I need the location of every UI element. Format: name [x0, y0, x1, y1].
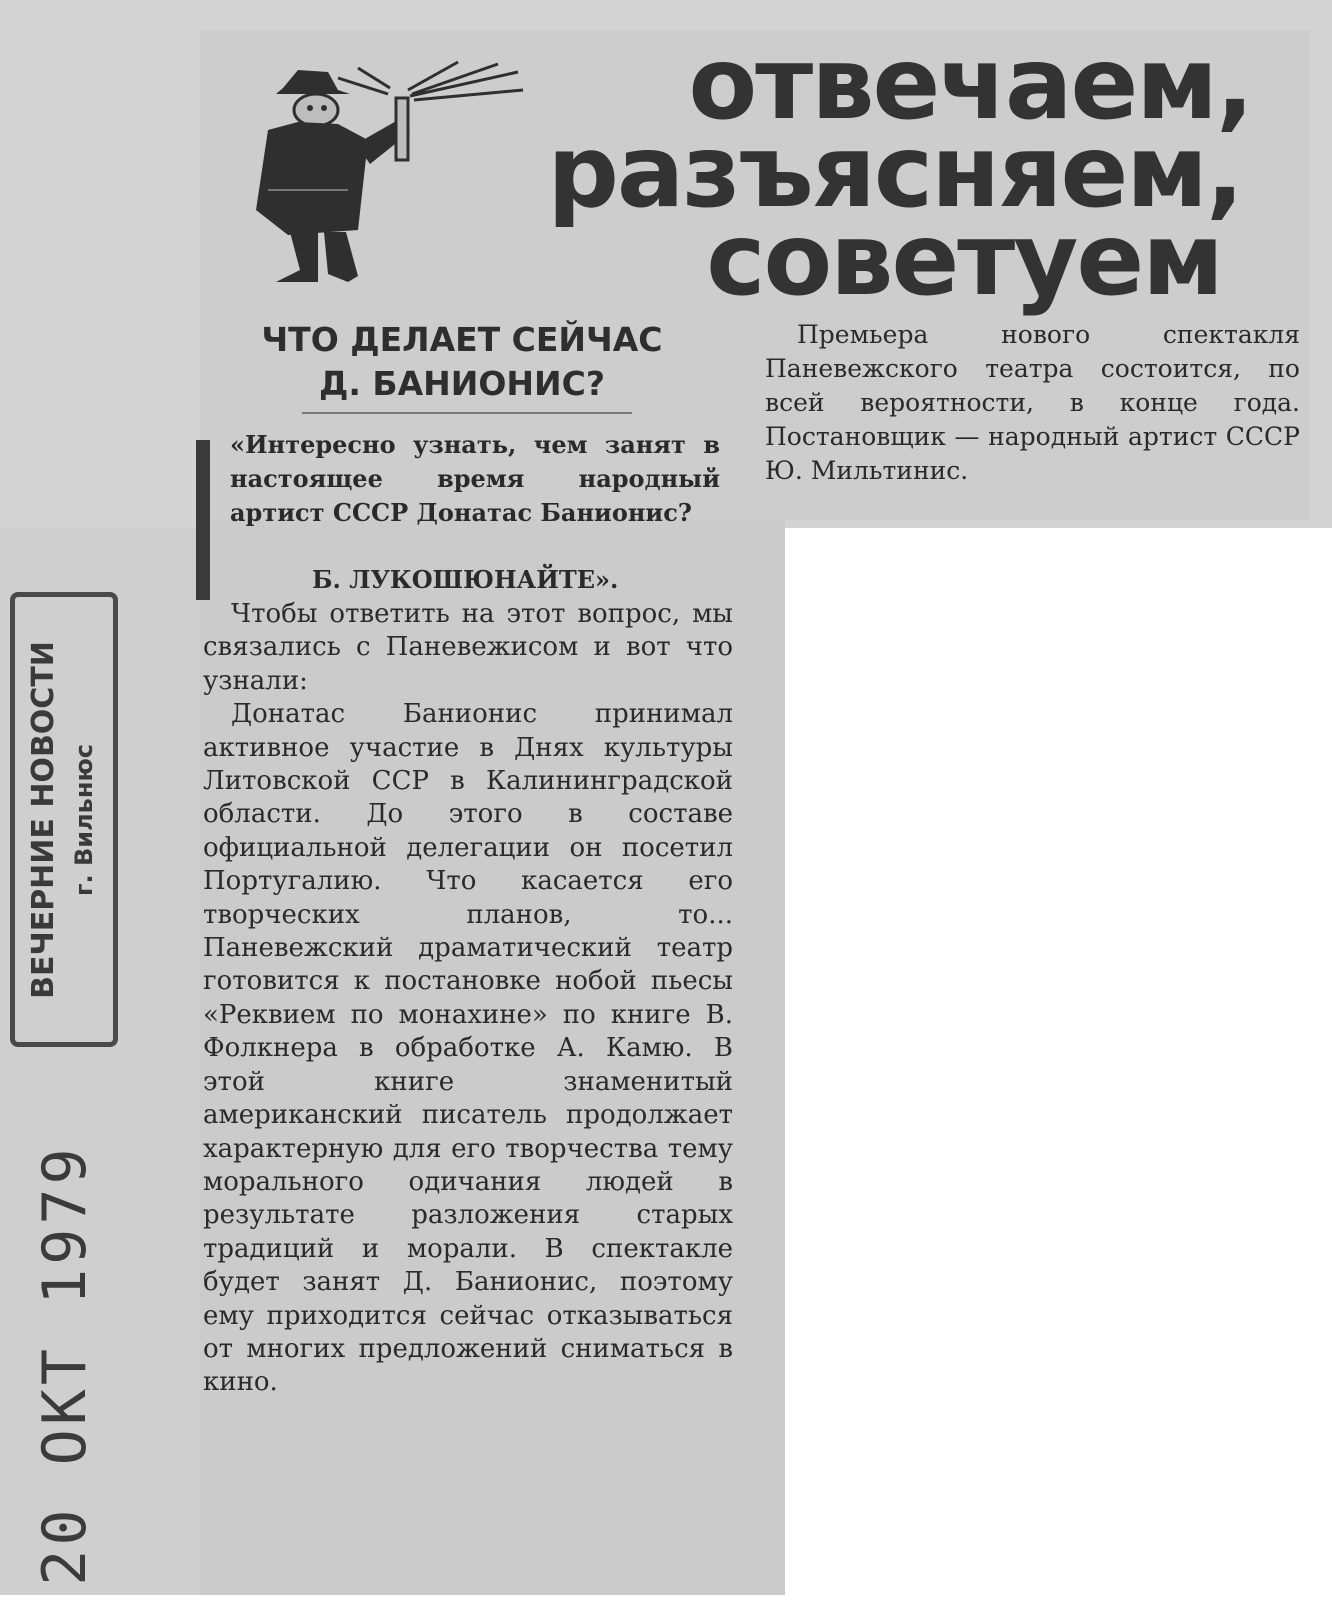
- article-body: [203, 598, 733, 1400]
- date-stamp-text: 20 ОКТ 1979: [30, 1144, 100, 1586]
- stamp-newspaper-name: ВЕЧЕРНИЕ НОВОСТИ: [26, 640, 61, 999]
- quote-bar: [196, 440, 210, 600]
- reader-signature: Б. ЛУКОШЮНАЙТЕ».: [312, 565, 619, 594]
- newspaper-stamp: [10, 592, 118, 1047]
- article-title-line-2: Д. БАНИОНИС?: [319, 364, 605, 403]
- heading-line-2: разъясняем,: [547, 113, 1242, 230]
- article-continuation: [765, 318, 1300, 488]
- title-underline: [302, 412, 632, 414]
- body-paragraph-2: Донатас Банионис принимал активное участие в Днях культуры Литовской ССР в Калининградской области. До этого в составе официальной делегации он посетил Португалию. Что касается его творческих планов, то... Паневежский драматический театр готовится к постановке нобой пьесы «Реквием по монахине» по книге В. Фолкнера в обработке А. Камю. В этой книге знаменитый американский писатель продолжает характерную для его творчества тему морального одичания людей в результате разложения старых традиций и морали. В спектакле будет занят Д. Банионис, поэтому ему приходится сейчас отказываться от многих предложений сниматься в кино.: [203, 699, 733, 1398]
- heading-line-1: отвечаем,: [688, 25, 1252, 142]
- blank-page-area: [785, 528, 1332, 1595]
- body-paragraph-1: Чтобы ответить на этот вопрос, мы связались с Паневежисом и вот что узнали:: [203, 599, 733, 696]
- heading-line-3: советуем: [706, 201, 1222, 318]
- article-title: [232, 318, 692, 406]
- reader-question: «Интересно узнать, чем занят в настоящее время народный артист СССР Донатас Банионис?: [230, 430, 720, 527]
- right-paragraph: Премьера нового спектакля Паневежского театра состоится, по всей вероятности, в конце года. Постановщик — народный артист СССР Ю. Мильтинис.: [765, 320, 1300, 485]
- section-heading: [452, 25, 1252, 318]
- stamp-city: г. Вильнюс: [70, 743, 98, 896]
- article-title-line-1: ЧТО ДЕЛАЕТ СЕЙЧАС: [261, 320, 663, 359]
